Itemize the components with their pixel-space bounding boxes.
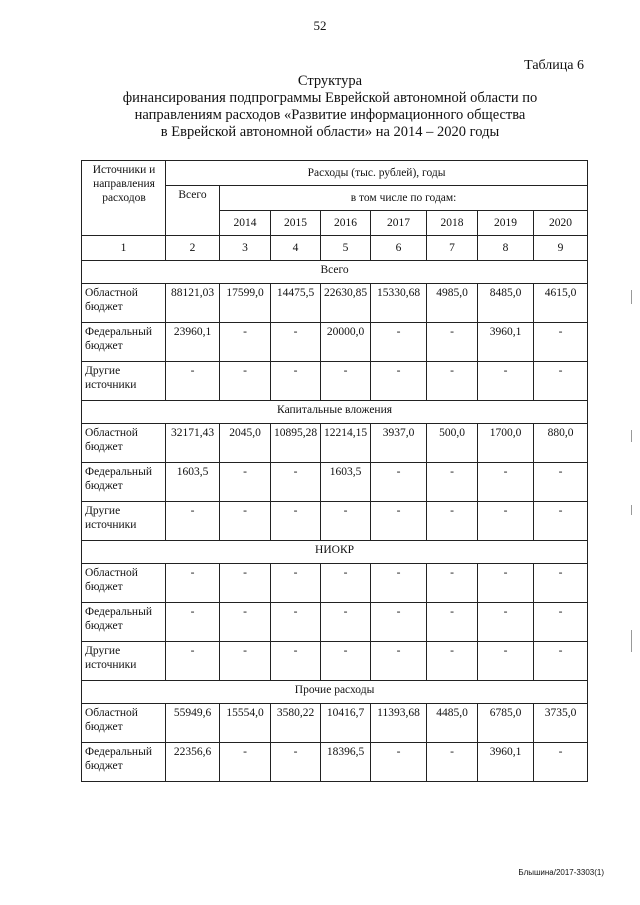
value-cell: - [427, 642, 478, 681]
row-label: Областной бюджет [82, 284, 166, 323]
value-cell: - [534, 362, 588, 401]
table-label: Таблица 6 [524, 58, 584, 73]
value-cell: 4615,0 [534, 284, 588, 323]
margin-mark [631, 630, 632, 652]
value-cell: 500,0 [427, 424, 478, 463]
value-cell: - [166, 564, 220, 603]
table-row [82, 323, 588, 362]
value-cell: - [271, 743, 321, 782]
value-cell: - [220, 502, 271, 541]
value-cell: - [478, 564, 534, 603]
page-number: 52 [313, 18, 327, 33]
margin-mark [631, 290, 632, 304]
value-cell: - [371, 564, 427, 603]
value-cell: - [271, 323, 321, 362]
value-cell: - [271, 603, 321, 642]
section-row [82, 261, 588, 284]
value-cell: - [321, 502, 371, 541]
column-index: 2 [166, 236, 220, 261]
value-cell: - [371, 502, 427, 541]
value-cell: 4485,0 [427, 704, 478, 743]
row-label: Областной бюджет [82, 424, 166, 463]
value-cell: 14475,5 [271, 284, 321, 323]
table-row [82, 642, 588, 681]
value-cell: - [427, 463, 478, 502]
document-title [70, 73, 590, 141]
column-index: 4 [271, 236, 321, 261]
section-row [82, 541, 588, 564]
table-row [82, 284, 588, 323]
value-cell: - [534, 502, 588, 541]
row-label: Другие источники [82, 502, 166, 541]
column-index: 8 [478, 236, 534, 261]
value-cell: - [478, 642, 534, 681]
header-year: 2019 [478, 211, 534, 236]
value-cell: - [534, 463, 588, 502]
table-row [82, 424, 588, 463]
value-cell: 23960,1 [166, 323, 220, 362]
title-line-4: в Еврейской автономной области» на 2014 – 2020 годы [160, 124, 500, 140]
value-cell: 10416,7 [321, 704, 371, 743]
value-cell: 15330,68 [371, 284, 427, 323]
row-label: Другие источники [82, 362, 166, 401]
value-cell: 3960,1 [478, 743, 534, 782]
value-cell: 10895,28 [271, 424, 321, 463]
value-cell: - [220, 463, 271, 502]
header-total: Всего [166, 186, 220, 236]
header-source: Источники и направления расходов [82, 161, 166, 236]
row-label: Другие источники [82, 642, 166, 681]
table-row [82, 362, 588, 401]
margin-mark [631, 430, 632, 442]
value-cell: - [271, 642, 321, 681]
footer-code: Блышина/2017-3303(1) [518, 868, 604, 877]
value-cell: - [534, 642, 588, 681]
value-cell: - [478, 362, 534, 401]
value-cell: - [427, 502, 478, 541]
header-expenses: Расходы (тыс. рублей), годы [166, 161, 588, 186]
section-title: НИОКР [82, 541, 588, 564]
value-cell: - [220, 603, 271, 642]
value-cell: 18396,5 [321, 743, 371, 782]
value-cell: 32171,43 [166, 424, 220, 463]
table-row [82, 502, 588, 541]
header-year: 2016 [321, 211, 371, 236]
value-cell: - [427, 323, 478, 362]
value-cell: - [166, 642, 220, 681]
column-index: 9 [534, 236, 588, 261]
row-label: Областной бюджет [82, 704, 166, 743]
value-cell: - [166, 362, 220, 401]
value-cell: 2045,0 [220, 424, 271, 463]
value-cell: - [371, 603, 427, 642]
value-cell: 880,0 [534, 424, 588, 463]
row-label: Федеральный бюджет [82, 603, 166, 642]
value-cell: - [220, 564, 271, 603]
section-title: Всего [82, 261, 588, 284]
value-cell: - [220, 362, 271, 401]
value-cell: - [166, 502, 220, 541]
table-row [82, 463, 588, 502]
column-index: 3 [220, 236, 271, 261]
value-cell: 3735,0 [534, 704, 588, 743]
value-cell: - [371, 642, 427, 681]
table-row [82, 603, 588, 642]
value-cell: - [321, 642, 371, 681]
row-label: Федеральный бюджет [82, 323, 166, 362]
value-cell: 11393,68 [371, 704, 427, 743]
value-cell: 17599,0 [220, 284, 271, 323]
value-cell: - [271, 564, 321, 603]
value-cell: 4985,0 [427, 284, 478, 323]
header-year: 2014 [220, 211, 271, 236]
value-cell: 3580,22 [271, 704, 321, 743]
column-index: 7 [427, 236, 478, 261]
value-cell: 6785,0 [478, 704, 534, 743]
value-cell: 12214,15 [321, 424, 371, 463]
value-cell: - [271, 463, 321, 502]
column-index: 6 [371, 236, 427, 261]
value-cell: - [371, 323, 427, 362]
value-cell: - [371, 743, 427, 782]
title-line-3: направлениям расходов «Развитие информационного общества [134, 107, 526, 123]
margin-mark [631, 505, 632, 515]
value-cell: - [371, 463, 427, 502]
value-cell: 55949,6 [166, 704, 220, 743]
value-cell: - [220, 743, 271, 782]
value-cell: 88121,03 [166, 284, 220, 323]
value-cell: - [534, 323, 588, 362]
financing-table [81, 160, 588, 782]
value-cell: - [271, 362, 321, 401]
value-cell: 3937,0 [371, 424, 427, 463]
value-cell: - [427, 603, 478, 642]
value-cell: 22630,85 [321, 284, 371, 323]
value-cell: - [534, 743, 588, 782]
value-cell: - [321, 362, 371, 401]
value-cell: - [427, 743, 478, 782]
value-cell: 1700,0 [478, 424, 534, 463]
header-year: 2015 [271, 211, 321, 236]
value-cell: - [220, 323, 271, 362]
column-index: 5 [321, 236, 371, 261]
title-line-1: Структура [297, 73, 363, 89]
value-cell: 8485,0 [478, 284, 534, 323]
section-title: Капитальные вложения [82, 401, 588, 424]
value-cell: - [427, 362, 478, 401]
value-cell: - [478, 463, 534, 502]
value-cell: 20000,0 [321, 323, 371, 362]
table-row [82, 704, 588, 743]
header-year: 2017 [371, 211, 427, 236]
value-cell: - [371, 362, 427, 401]
row-label: Федеральный бюджет [82, 463, 166, 502]
value-cell: 22356,6 [166, 743, 220, 782]
value-cell: 15554,0 [220, 704, 271, 743]
header-year: 2020 [534, 211, 588, 236]
value-cell: - [321, 564, 371, 603]
column-index: 1 [82, 236, 166, 261]
value-cell: - [478, 603, 534, 642]
value-cell: - [534, 603, 588, 642]
table-row [82, 743, 588, 782]
value-cell: 1603,5 [321, 463, 371, 502]
value-cell: - [321, 603, 371, 642]
value-cell: 3960,1 [478, 323, 534, 362]
value-cell: - [220, 642, 271, 681]
value-cell: - [478, 502, 534, 541]
value-cell: - [534, 564, 588, 603]
header-year: 2018 [427, 211, 478, 236]
row-label: Федеральный бюджет [82, 743, 166, 782]
section-title: Прочие расходы [82, 681, 588, 704]
row-label: Областной бюджет [82, 564, 166, 603]
section-row [82, 681, 588, 704]
value-cell: 1603,5 [166, 463, 220, 502]
section-row [82, 401, 588, 424]
value-cell: - [427, 564, 478, 603]
title-line-2: финансирования подпрограммы Еврейской автономной области по [122, 90, 538, 106]
value-cell: - [271, 502, 321, 541]
header-including: в том числе по годам: [220, 186, 588, 211]
value-cell: - [166, 603, 220, 642]
table-row [82, 564, 588, 603]
